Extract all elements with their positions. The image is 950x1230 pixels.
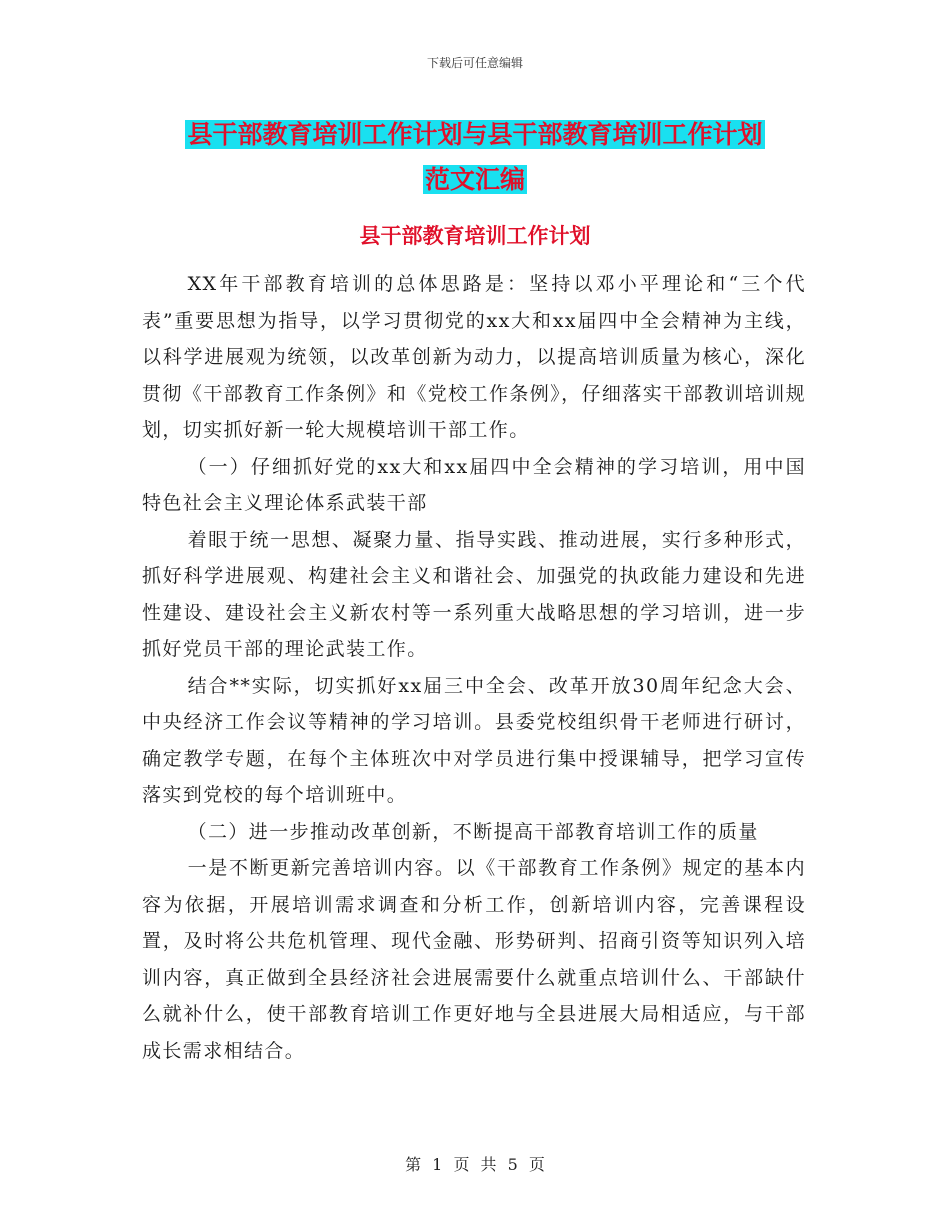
paragraph: 结合**实际，切实抓好xx届三中全会、改革开放30周年纪念大会、中央经济工作会议等精神的学习培训。县委党校组织骨干老师进行研讨，确定教学专题，在每个主体班次中对学员进行集中授课辅导，把学习宣传落实到党校的每个培训班中。 bbox=[142, 674, 806, 806]
paragraph: XX年干部教育培训的总体思路是：坚持以邓小平理论和“三个代表”重要思想为指导，以学习贯彻党的xx大和xx届四中全会精神为主线，以科学进展观为统领，以改革创新为动力，以提高培训质量为核心，深化贯彻《干部教育工作条例》和《党校工作条例》，仔细落实干部教训培训规划，切实抓好新一轮大规模培训干部工作。 bbox=[142, 273, 806, 441]
paragraph: （一）仔细抓好党的xx大和xx届四中全会精神的学习培训，用中国特色社会主义理论体系武装干部 bbox=[142, 455, 806, 514]
paragraph: （二）进一步推动改革创新，不断提高干部教育培训工作的质量 bbox=[187, 820, 759, 843]
page-footer: 第 1 页 共 5 页 bbox=[405, 1155, 545, 1174]
paragraph: 一是不断更新完善培训内容。以《干部教育工作条例》规定的基本内容为依据，开展培训需求调查和分析工作，创新培训内容，完善课程设置，及时将公共危机管理、现代金融、形势研判、招商引资等知识列入培训内容，真正做到全县经济社会进展需要什么就重点培训什么、干部缺什么就补什么，使干部教育培训工作更好地与全县进展大局相适应，与干部成长需求相结合。 bbox=[142, 857, 806, 1062]
document-title bbox=[0, 112, 950, 202]
title-line-1: 县干部教育培训工作计划与县干部教育培训工作计划 bbox=[187, 120, 763, 149]
section-title: 县干部教育培训工作计划 bbox=[359, 224, 591, 248]
paragraph: 着眼于统一思想、凝聚力量、指导实践、推动进展，实行多种形式，抓好科学进展观、构建社会主义和谐社会、加强党的执政能力建设和先进性建设、建设社会主义新农村等一系列重大战略思想的学习培训，进一步抓好党员干部的理论武装工作。 bbox=[142, 528, 806, 660]
body-text bbox=[142, 266, 806, 1069]
header-note: 下载后可任意编辑 bbox=[426, 56, 523, 70]
title-line-2: 范文汇编 bbox=[424, 165, 525, 194]
